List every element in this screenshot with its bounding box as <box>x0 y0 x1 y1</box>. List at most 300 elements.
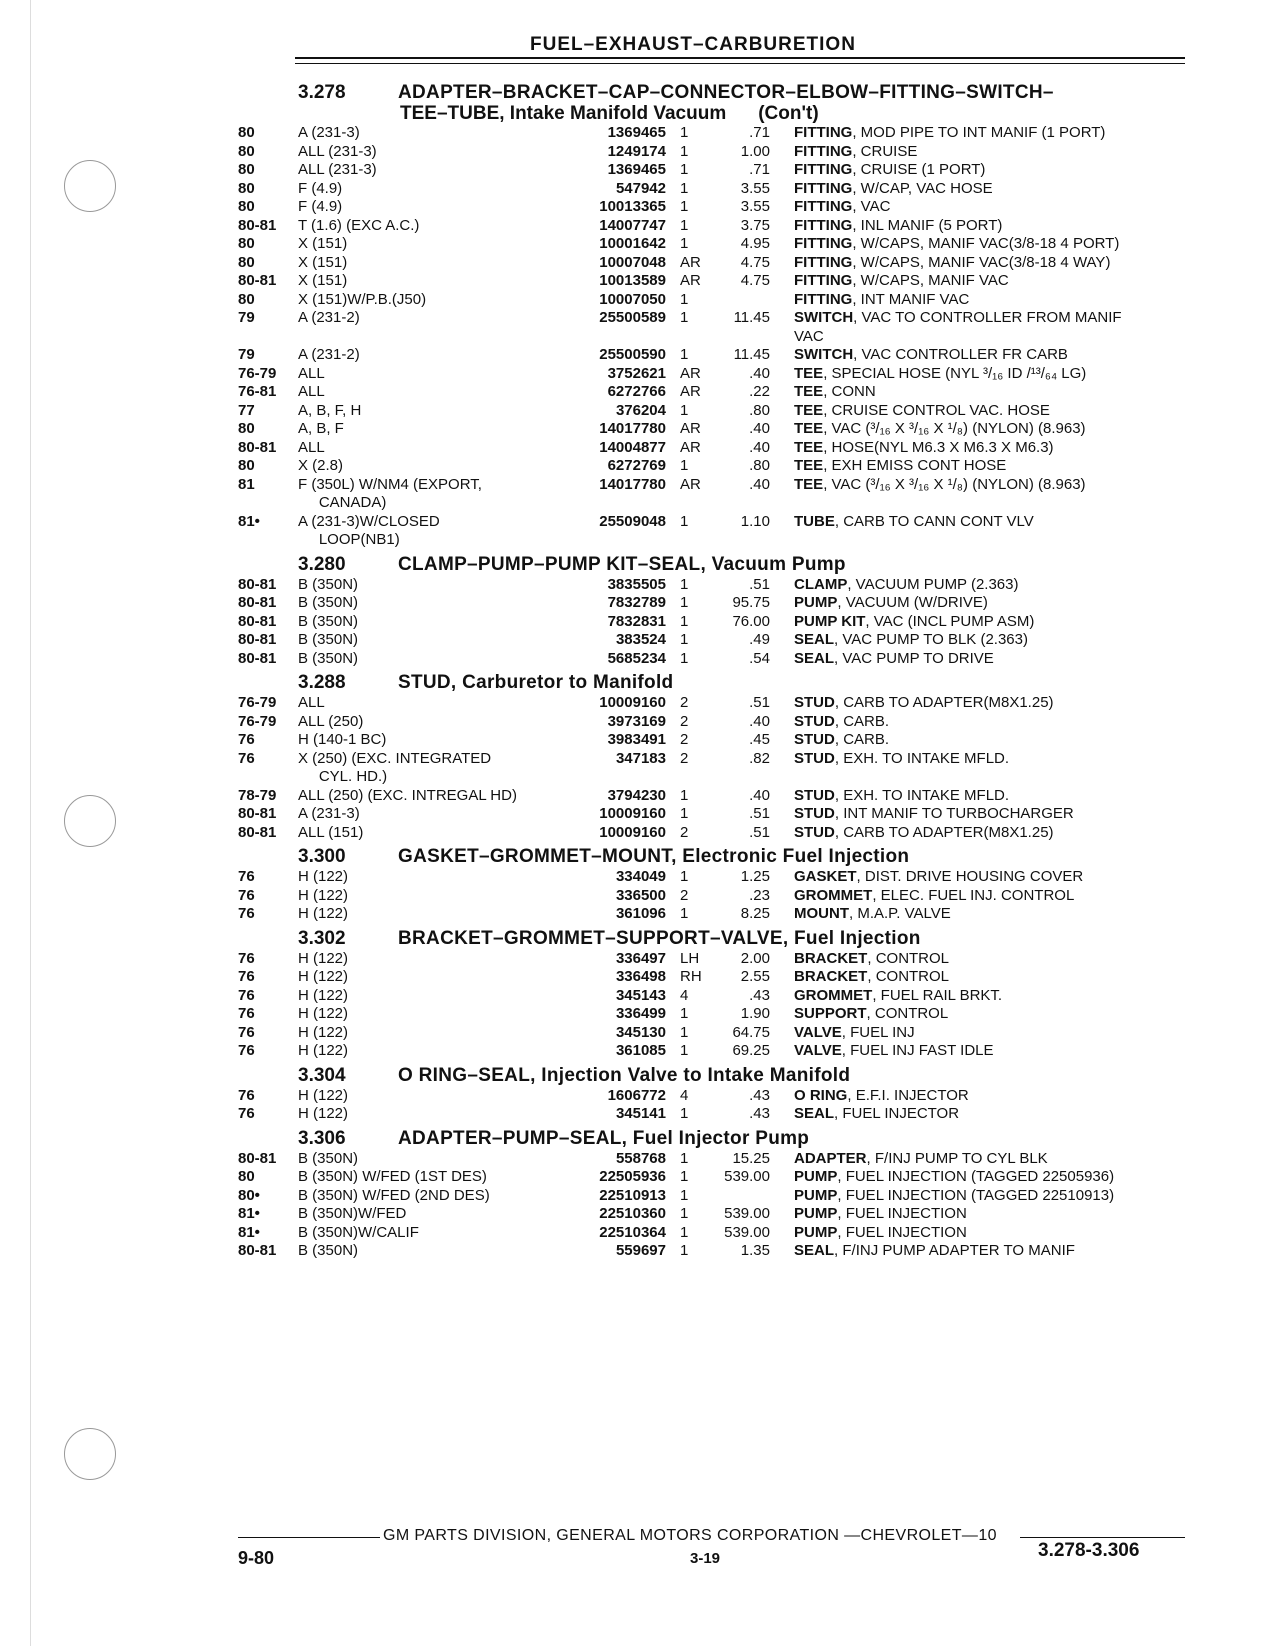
footer-page-number: 3-19 <box>690 1550 721 1567</box>
price: .82 <box>749 749 770 767</box>
quantity: 1 <box>680 1242 689 1259</box>
part-row <box>238 594 1198 613</box>
separator: , <box>852 124 861 141</box>
part-detail: M.A.P. VALVE <box>857 905 951 922</box>
quantity: 1 <box>680 1186 689 1204</box>
part-detail: INL MANIF (5 PORT) <box>860 216 1003 234</box>
quantity: 1 <box>680 142 689 160</box>
separator: , <box>852 216 861 234</box>
model-year: 80-81 <box>238 594 277 611</box>
application: B (350N) W/FED (1ST DES) <box>298 1168 487 1185</box>
section-title: ADAPTER–PUMP–SEAL, Fuel Injector Pump <box>398 1127 810 1149</box>
part-row <box>238 1042 1198 1061</box>
quantity: AR <box>680 475 701 493</box>
quantity: 1 <box>680 649 689 667</box>
application: F (4.9) <box>298 198 343 215</box>
part-name: PUMP <box>794 1168 838 1185</box>
model-year: 81• <box>238 1205 260 1222</box>
separator: , <box>834 823 844 841</box>
part-detail: VAC (³/₁₆ X ³/₁₆ X ¹/₈) (NYLON) (8.963) <box>831 475 1086 493</box>
application: A (231-2) <box>298 346 360 363</box>
price: 539.00 <box>724 1168 770 1185</box>
price: 2.00 <box>740 949 770 967</box>
price: 1.10 <box>740 512 770 530</box>
model-year: 80-81 <box>238 216 277 234</box>
separator: , <box>837 1205 846 1222</box>
punch-hole-icon <box>64 795 116 847</box>
separator: , <box>823 457 832 474</box>
price: 1.00 <box>740 142 770 160</box>
application: B (350N) <box>298 1149 359 1167</box>
part-detail: CRUISE CONTROL VAC. HOSE <box>831 401 1050 419</box>
separator: , <box>847 575 856 593</box>
part-detail: INT MANIF TO TURBOCHARGER <box>843 805 1074 822</box>
part-name: GROMMET <box>794 886 873 904</box>
part-description <box>794 824 1154 843</box>
part-name: STUD <box>794 712 835 730</box>
part-detail: CRUISE (1 PORT) <box>860 161 986 178</box>
part-description <box>794 143 1154 162</box>
application: B (350N) <box>298 594 359 611</box>
price: 69.25 <box>732 1042 770 1059</box>
application: F (4.9) <box>298 179 343 197</box>
part-number: 3752621 <box>607 364 666 382</box>
quantity: 1 <box>680 309 689 326</box>
part-description <box>794 217 1154 236</box>
quantity: 2 <box>680 731 689 748</box>
part-row <box>238 291 1198 310</box>
application: B (350N) W/FED (2ND DES) <box>298 1186 490 1204</box>
application: H (122) <box>298 1005 349 1022</box>
price: .71 <box>749 124 770 141</box>
separator: , <box>852 253 861 271</box>
part-detail: EXH EMISS CONT HOSE <box>831 457 1007 474</box>
part-name: O RING <box>794 1086 848 1104</box>
part-number: 6272769 <box>607 457 666 474</box>
quantity: 2 <box>680 694 689 711</box>
part-name: SEAL <box>794 1105 835 1122</box>
part-name: FITTING <box>794 272 853 289</box>
price: 1.25 <box>740 868 770 885</box>
price: 95.75 <box>732 594 770 611</box>
part-number: 345141 <box>615 1105 666 1122</box>
part-name: FITTING <box>794 198 853 215</box>
quantity: 1 <box>680 905 689 922</box>
part-description <box>794 787 1154 806</box>
part-description <box>794 161 1154 180</box>
application: X (250) (EXC. INTEGRATED CYL. HD.) <box>298 749 492 785</box>
part-number: 336499 <box>615 1005 666 1022</box>
separator: , <box>849 905 858 922</box>
quantity: 1 <box>680 235 689 252</box>
price: .71 <box>749 161 770 178</box>
quantity: 1 <box>680 1223 689 1241</box>
part-number: 10009160 <box>599 823 666 841</box>
quantity: 1 <box>680 1042 689 1059</box>
separator: , <box>866 1005 875 1022</box>
application: A, B, F, H <box>298 401 362 419</box>
part-detail: VAC (INCL PUMP ASM) <box>873 612 1035 630</box>
quantity: 4 <box>680 1086 689 1104</box>
part-detail: F/INJ PUMP TO CYL BLK <box>874 1149 1048 1167</box>
separator: , <box>837 1186 846 1204</box>
model-year: 80-81 <box>238 631 277 648</box>
part-number: 14007747 <box>599 216 666 234</box>
punch-hole-icon <box>64 160 116 212</box>
application: ALL (231-3) <box>298 142 377 160</box>
part-detail: CARB. <box>843 731 890 748</box>
part-name: GASKET <box>794 868 857 885</box>
model-year: 76 <box>238 731 255 748</box>
part-detail: VACUUM (W/DRIVE) <box>845 594 988 611</box>
quantity: 1 <box>680 786 689 804</box>
price: .22 <box>749 383 770 400</box>
part-detail: VAC PUMP TO BLK (2.363) <box>842 631 1028 648</box>
quantity: 1 <box>680 575 689 593</box>
model-year: 81 <box>238 475 255 493</box>
price: 76.00 <box>732 612 770 630</box>
section-number: 3.280 <box>298 553 346 575</box>
quantity: 1 <box>680 161 689 178</box>
price: .43 <box>749 1086 770 1104</box>
part-detail: FUEL INJECTOR <box>842 1105 960 1122</box>
model-year: 80 <box>238 198 255 215</box>
model-year: 80-81 <box>238 1149 277 1167</box>
part-number: 22505936 <box>599 1168 666 1185</box>
part-name: STUD <box>794 823 835 841</box>
part-description <box>794 868 1154 887</box>
price: .40 <box>749 438 770 456</box>
separator: , <box>823 438 832 456</box>
separator: , <box>834 805 844 822</box>
part-row <box>238 309 1198 346</box>
part-detail: FUEL INJ <box>850 1023 915 1041</box>
part-name: SEAL <box>794 631 835 648</box>
separator: , <box>823 475 832 493</box>
part-number: 376204 <box>615 401 666 419</box>
price: .45 <box>749 731 770 748</box>
model-year: 79 <box>238 346 255 363</box>
part-row <box>238 731 1198 750</box>
quantity: 1 <box>680 1168 689 1185</box>
part-row <box>238 1005 1198 1024</box>
part-description <box>794 420 1154 439</box>
part-description <box>794 576 1154 595</box>
part-detail: ELEC. FUEL INJ. CONTROL <box>880 886 1075 904</box>
model-year: 79 <box>238 309 255 326</box>
part-row <box>238 1087 1198 1106</box>
price: .40 <box>749 712 770 730</box>
part-number: 5685234 <box>607 649 666 667</box>
quantity: 1 <box>680 216 689 234</box>
part-row <box>238 180 1198 199</box>
application: A (231-3)W/CLOSED LOOP(NB1) <box>298 512 440 548</box>
part-row <box>238 198 1198 217</box>
part-name: FITTING <box>794 142 853 160</box>
price: .40 <box>749 786 770 804</box>
quantity: AR <box>680 438 701 456</box>
part-row <box>238 1205 1198 1224</box>
part-number: 7832831 <box>607 612 666 630</box>
price: .51 <box>749 694 770 711</box>
price: 15.25 <box>732 1149 770 1167</box>
part-row <box>238 420 1198 439</box>
part-description <box>794 457 1154 476</box>
model-year: 80 <box>238 420 255 437</box>
price: 3.75 <box>740 216 770 234</box>
quantity: 1 <box>680 198 689 215</box>
quantity: 1 <box>680 1205 689 1222</box>
model-year: 76 <box>238 749 255 767</box>
separator: , <box>837 1168 846 1185</box>
part-number: 10013589 <box>599 272 666 289</box>
separator: , <box>834 649 843 667</box>
part-detail: FUEL INJECTION <box>845 1205 967 1222</box>
model-year: 80-81 <box>238 272 277 289</box>
part-detail: EXH. TO INTAKE MFLD. <box>843 749 1010 767</box>
part-number: 559697 <box>615 1242 666 1259</box>
part-number: 336500 <box>615 886 666 904</box>
separator: , <box>853 309 862 326</box>
part-name: VALVE <box>794 1023 842 1041</box>
part-detail: FUEL RAIL BRKT. <box>880 986 1003 1004</box>
quantity: LH <box>680 949 700 967</box>
model-year: 80 <box>238 179 255 197</box>
part-name: FITTING <box>794 290 853 308</box>
part-description <box>794 124 1154 143</box>
price: 2.55 <box>740 968 770 985</box>
application: B (350N) <box>298 575 359 593</box>
part-description <box>794 950 1154 969</box>
quantity: 1 <box>680 594 689 611</box>
part-description <box>794 254 1154 273</box>
part-description <box>794 180 1154 199</box>
part-detail: W/CAP, VAC HOSE <box>860 179 993 197</box>
model-year: 80 <box>238 124 255 141</box>
part-name: STUD <box>794 749 835 767</box>
model-year: 76-79 <box>238 694 277 711</box>
price: .51 <box>749 805 770 822</box>
quantity: 1 <box>680 179 689 197</box>
quantity: 1 <box>680 868 689 885</box>
punch-hole-icon <box>64 1428 116 1480</box>
part-number: 14017780 <box>599 475 666 493</box>
part-number: 1369465 <box>607 161 666 178</box>
part-name: PUMP <box>794 594 838 611</box>
part-number: 25500589 <box>599 309 666 326</box>
model-year: 78-79 <box>238 786 277 804</box>
price: 539.00 <box>724 1223 770 1241</box>
part-number: 10009160 <box>599 694 666 711</box>
application: X (151) <box>298 253 348 271</box>
part-name: FITTING <box>794 124 853 141</box>
application: A (231-2) <box>298 309 360 326</box>
part-detail: FUEL INJECTION (TAGGED 22505936) <box>845 1168 1115 1185</box>
part-description <box>794 1105 1154 1124</box>
separator: , <box>852 179 861 197</box>
section-title: O RING–SEAL, Injection Valve to Intake Manifold <box>398 1064 851 1086</box>
part-name: PUMP KIT <box>794 612 866 630</box>
part-detail: VACUUM PUMP (2.363) <box>855 575 1019 593</box>
part-detail: DIST. DRIVE HOUSING COVER <box>864 868 1084 885</box>
application: H (122) <box>298 868 349 885</box>
separator: , <box>823 383 832 400</box>
part-description <box>794 987 1154 1006</box>
price: 11.45 <box>733 346 770 363</box>
part-detail: SPECIAL HOSE (NYL ³/₁₆ ID /¹³/₆₄ LG) <box>831 364 1087 382</box>
part-name: STUD <box>794 805 835 822</box>
price: .54 <box>749 649 770 667</box>
separator: , <box>852 235 861 252</box>
application: X (2.8) <box>298 457 344 474</box>
application: X (151)W/P.B.(J50) <box>298 290 427 308</box>
part-number: 345143 <box>615 986 666 1004</box>
part-name: SEAL <box>794 649 835 667</box>
part-description <box>794 750 1154 769</box>
model-year: 80-81 <box>238 805 277 822</box>
part-description <box>794 476 1154 495</box>
part-row <box>238 987 1198 1006</box>
model-year: 80 <box>238 457 255 474</box>
part-row <box>238 905 1198 924</box>
part-description <box>794 968 1154 987</box>
part-row <box>238 272 1198 291</box>
model-year: 80-81 <box>238 649 277 667</box>
part-row <box>238 1168 1198 1187</box>
model-year: 80-81 <box>238 1242 277 1259</box>
part-detail: CONN <box>831 383 876 400</box>
part-name: PUMP <box>794 1186 838 1204</box>
price: .80 <box>749 401 770 419</box>
part-description <box>794 198 1154 217</box>
section-heading <box>238 672 1198 694</box>
separator: , <box>834 512 844 530</box>
separator: , <box>847 1086 856 1104</box>
section-heading <box>238 1128 1198 1150</box>
model-year: 76-79 <box>238 364 277 382</box>
part-description <box>794 346 1154 365</box>
part-description <box>794 309 1154 346</box>
part-detail: MOD PIPE TO INT MANIF (1 PORT) <box>860 124 1106 141</box>
part-detail: FUEL INJECTION (TAGGED 22510913) <box>845 1186 1115 1204</box>
price: 3.55 <box>740 179 770 197</box>
part-detail: CARB TO CANN CONT VLV <box>843 512 1034 530</box>
part-detail: CARB TO ADAPTER(M8X1.25) <box>843 823 1054 841</box>
part-name: STUD <box>794 694 835 711</box>
part-name: FITTING <box>794 235 853 252</box>
application: F (350L) W/NM4 (EXPORT, CANADA) <box>298 475 482 511</box>
price: .43 <box>749 986 770 1004</box>
part-name: FITTING <box>794 216 853 234</box>
model-year: 80-81 <box>238 575 277 593</box>
quantity: 1 <box>680 457 689 474</box>
separator: , <box>834 1105 843 1122</box>
application: ALL (151) <box>298 823 364 841</box>
separator: , <box>852 272 861 289</box>
part-number: 22510364 <box>599 1223 666 1241</box>
part-name: STUD <box>794 786 835 804</box>
part-number: 6272766 <box>607 383 666 400</box>
section-heading <box>238 82 1198 104</box>
separator: , <box>823 420 832 437</box>
part-description <box>794 1087 1154 1106</box>
model-year: 80 <box>238 253 255 271</box>
part-row <box>238 161 1198 180</box>
price: .49 <box>749 631 770 648</box>
model-year: 76 <box>238 1023 255 1041</box>
part-number: 25509048 <box>599 512 666 530</box>
part-detail: VAC PUMP TO DRIVE <box>842 649 994 667</box>
model-year: 77 <box>238 401 255 419</box>
part-row <box>238 143 1198 162</box>
application: H (122) <box>298 1105 349 1122</box>
application: B (350N)W/CALIF <box>298 1223 419 1241</box>
page-header-title: FUEL–EXHAUST–CARBURETION <box>530 34 856 55</box>
part-description <box>794 513 1154 532</box>
separator: , <box>823 364 832 382</box>
part-detail: W/CAPS, MANIF VAC <box>860 272 1009 289</box>
part-detail: EXH. TO INTAKE MFLD. <box>843 786 1010 804</box>
part-description <box>794 905 1154 924</box>
quantity: AR <box>680 253 701 271</box>
part-number: 22510360 <box>599 1205 666 1222</box>
separator: , <box>856 868 865 885</box>
part-description <box>794 613 1154 632</box>
part-description <box>794 1024 1154 1043</box>
quantity: 2 <box>680 712 689 730</box>
part-name: FITTING <box>794 253 853 271</box>
part-detail: VAC TO CONTROLLER FROM MANIF VAC <box>794 309 1126 345</box>
part-detail: E.F.I. INJECTOR <box>855 1086 969 1104</box>
model-year: 76 <box>238 968 255 985</box>
part-name: PUMP <box>794 1223 838 1241</box>
part-number: 10007050 <box>599 290 666 308</box>
part-description <box>794 1242 1154 1261</box>
catalog-body <box>238 78 1198 1261</box>
model-year: 80• <box>238 1186 260 1204</box>
quantity: 1 <box>680 290 689 308</box>
price: 3.55 <box>740 198 770 215</box>
application: H (140-1 BC) <box>298 731 387 748</box>
price: 1.35 <box>740 1242 770 1259</box>
application: X (151) <box>298 272 348 289</box>
separator: , <box>837 594 846 611</box>
separator: , <box>867 949 876 967</box>
section-subtitle: TEE–TUBE, Intake Manifold Vacuum <box>400 103 727 124</box>
part-description <box>794 291 1154 310</box>
part-detail: W/CAPS, MANIF VAC(3/8-18 4 WAY) <box>860 253 1111 271</box>
section-heading <box>238 928 1198 950</box>
price: .43 <box>749 1105 770 1122</box>
part-name: BRACKET <box>794 949 868 967</box>
part-name: TEE <box>794 364 824 382</box>
application: H (122) <box>298 1086 349 1104</box>
section-heading <box>238 554 1198 576</box>
quantity: 1 <box>680 124 689 141</box>
application: T (1.6) (EXC A.C.) <box>298 216 420 234</box>
part-number: 10001642 <box>599 235 666 252</box>
separator: , <box>841 1042 851 1059</box>
part-detail: CONTROL <box>875 968 950 985</box>
application: A (231-3) <box>298 805 360 822</box>
part-name: ADAPTER <box>794 1149 867 1167</box>
part-name: PUMP <box>794 1205 838 1222</box>
part-row <box>238 868 1198 887</box>
part-row <box>238 968 1198 987</box>
part-detail: HOSE(NYL M6.3 X M6.3 X M6.3) <box>831 438 1054 456</box>
part-number: 25500590 <box>599 346 666 363</box>
part-description <box>794 594 1154 613</box>
